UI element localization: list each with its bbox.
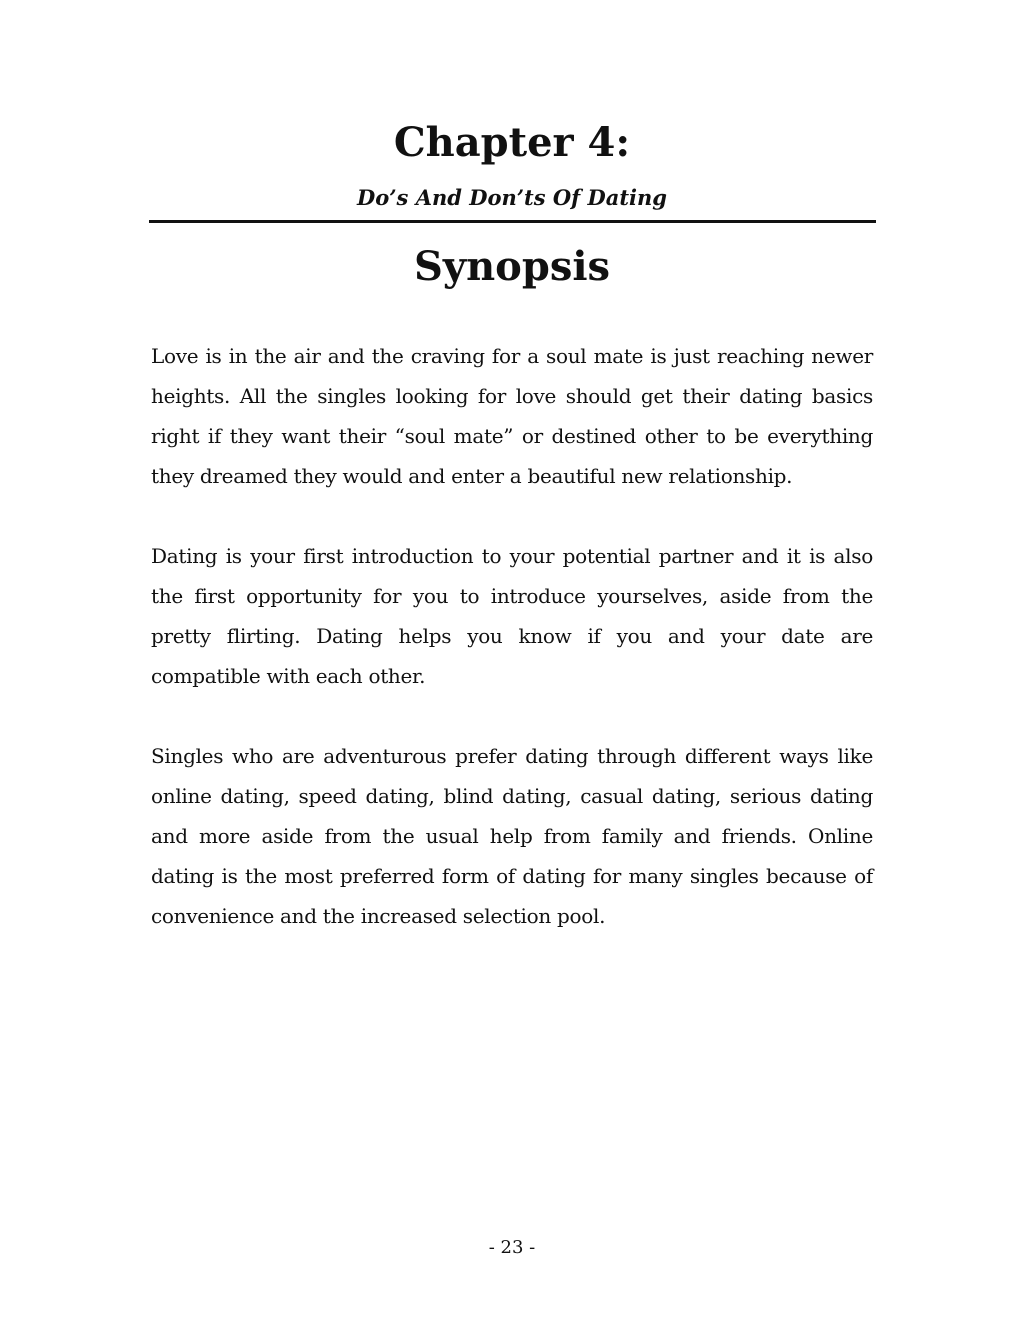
title-divider <box>149 220 876 223</box>
chapter-title: Chapter 4: <box>393 119 631 166</box>
section-heading: Synopsis <box>413 243 611 290</box>
chapter-subtitle: Do’s And Don’ts Of Dating <box>357 185 667 210</box>
body-text <box>151 336 873 976</box>
paragraph: Dating is your first introduction to your potential partner and it is also the first opportunity for you to introduce yourselves, aside from the pretty flirting. Dating helps you know if you and your date are compatible with each other. <box>151 544 873 688</box>
paragraph: Singles who are adventurous prefer dating through different ways like online dating, speed dating, blind dating, casual dating, serious dating and more aside from the usual help from family and friends. Online dating is the most preferred form of dating for many singles because of convenience and the increased selection pool. <box>151 744 873 928</box>
paragraph: Love is in the air and the craving for a soul mate is just reaching newer heights. All the singles looking for love should get their dating basics right if they want their “soul mate” or destined other to be everything they dreamed they would and enter a beautiful new relationship. <box>151 344 873 488</box>
page-number: - 23 - <box>488 1237 536 1258</box>
